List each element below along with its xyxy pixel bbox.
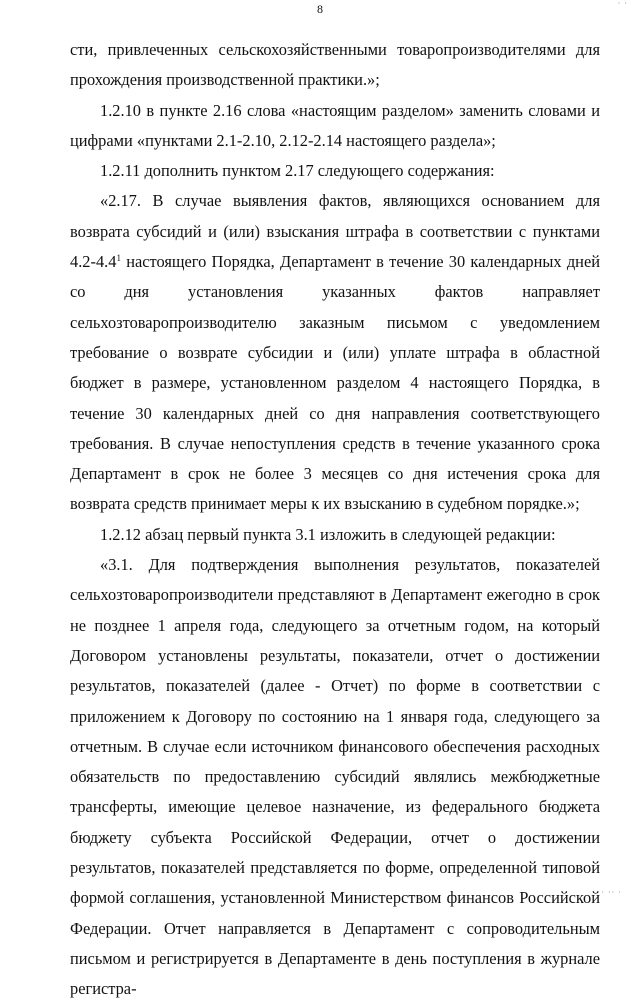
- paragraph-item-1-2-10: 1.2.10 в пункте 2.16 слова «настоящим разделом» заменить словами и цифрами «пунктами 2.1-2.10, 2.12-2.14 настоящего раздела»;: [70, 100, 600, 150]
- paragraph-item-1-2-12: 1.2.12 абзац первый пункта 3.1 изложить в следующей редакции:: [100, 524, 556, 544]
- paragraph-item-1-2-11: 1.2.11 дополнить пунктом 2.17 следующего содержания:: [100, 161, 495, 181]
- document-body: [70, 35, 600, 1005]
- corner-mark-bottom: · ·· ·: [601, 888, 622, 897]
- paragraph-clause-2-17: [70, 186, 600, 519]
- clause-2-17-text-end: настоящего Порядка, Департамент в течение 30 календарных дней со дня установления указанных фактов направляет сельхозтоваропроизводителю заказным письмом с уведомлением требование о возврате субсидии и (или) уплате штрафа в областной бюджет в размере, установленном разделом 4 настоящего Порядка, в течение 30 календарных дней со дня направления соответствующего требования. В случае непоступления средств в течение указанного срока Департамент в срок не более 3 месяцев со дня истечения срока для возврата средств принимает меры к их взысканию в судебном порядке.»;: [70, 252, 600, 514]
- page-number: 8: [317, 2, 323, 16]
- corner-mark-top: · ·: [617, 0, 628, 8]
- clause-2-17-text-start: «2.17. В случае выявления фактов, являющихся основанием для возврата субсидий и (или) взыскания штрафа в соответствии с пунктами 4.2-4.4: [70, 191, 600, 272]
- paragraph-clause-3-1: «3.1. Для подтверждения выполнения результатов, показателей сельхозтоваропроизводители представляют в Департамент ежегодно в срок не позднее 1 апреля года, следующего за отчетным годом, на который Договором установлены результаты, показатели, отчет о достижении результатов, показателей (далее - Отчет) по форме в соответствии с приложением к Договору по состоянию на 1 января года, следующего за отчетным. В случае если источником финансового обеспечения расходных обязательств по предоставлению субсидий являлись межбюджетные трансферты, имеющие целевое назначение, из федерального бюджета бюджету субъекта Российской Федерации, отчет о достижении результатов, показателей представляется по форме, определенной типовой формой соглашения, установленной Министерством финансов Российской Федерации. Отчет направляется в Департамент с сопроводительным письмом и регистрируется в Департаменте в день поступления в журнале регистра-: [70, 555, 600, 999]
- footnote-marker: 1: [116, 253, 121, 264]
- paragraph-continuation: сти, привлеченных сельскохозяйственными товаропроизводителями для прохождения производственной практики.»;: [70, 40, 600, 90]
